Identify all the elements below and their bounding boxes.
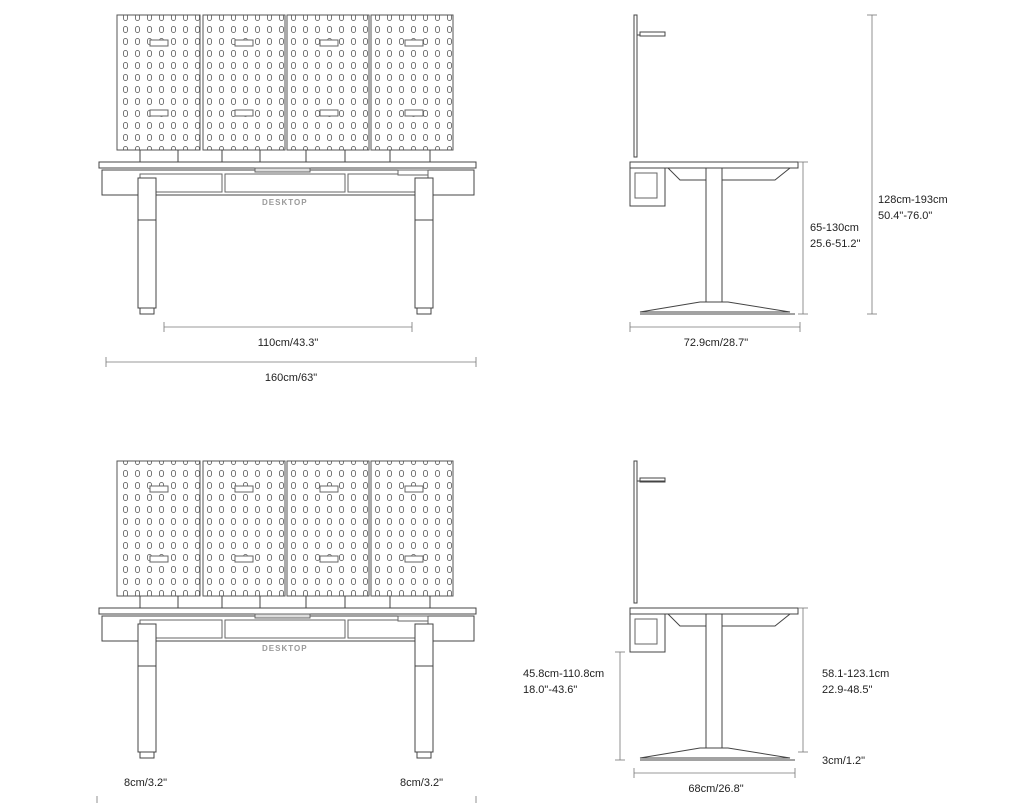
pegboard-panels-top: [117, 15, 453, 150]
underside-height-in-label: 18.0"-43.6": [523, 684, 578, 696]
underside-height-cm-label: 45.8cm-110.8cm: [523, 668, 605, 680]
front-view-top: [99, 15, 476, 314]
desk-height-dimension: [798, 162, 808, 314]
inset-ticks: [97, 796, 476, 803]
foot-height-label: 3cm/1.2": [822, 755, 866, 767]
depth-label: 72.9cm/28.7": [683, 337, 749, 349]
depth-dimension: [630, 322, 800, 332]
frame-height-dimension: [798, 608, 808, 752]
leg-span-dimension: [164, 322, 412, 332]
base-depth-dimension: [634, 768, 795, 778]
brand-logo-bottom: DESKTOP: [262, 644, 308, 653]
side-view-bottom: [630, 461, 798, 760]
desk-height-in-label: 25.6-51.2": [810, 238, 861, 250]
base-depth-label: 68cm/26.8": [688, 783, 744, 795]
leg-span-label: 110cm/43.3": [257, 337, 319, 349]
right-inset-label: 8cm/3.2": [400, 777, 444, 789]
frame-height-in-label: 22.9-48.5": [822, 684, 873, 696]
desk-height-cm-label: 65-130cm: [810, 222, 859, 234]
frame-height-cm-label: 58.1-123.1cm: [822, 668, 890, 680]
overall-height-dimension: [867, 15, 877, 314]
side-view-top: [630, 15, 798, 314]
pegboard-panels-bottom: [117, 461, 453, 596]
brand-logo-top: DESKTOP: [262, 198, 308, 207]
total-width-dimension: [106, 357, 476, 367]
overall-height-cm-label: 128cm-193cm: [878, 194, 948, 206]
left-inset-label: 8cm/3.2": [124, 777, 168, 789]
overall-height-in-label: 50.4"-76.0": [878, 210, 933, 222]
underside-height-dimension: [615, 652, 625, 760]
front-view-bottom: [99, 461, 476, 758]
total-width-label: 160cm/63": [264, 372, 318, 384]
